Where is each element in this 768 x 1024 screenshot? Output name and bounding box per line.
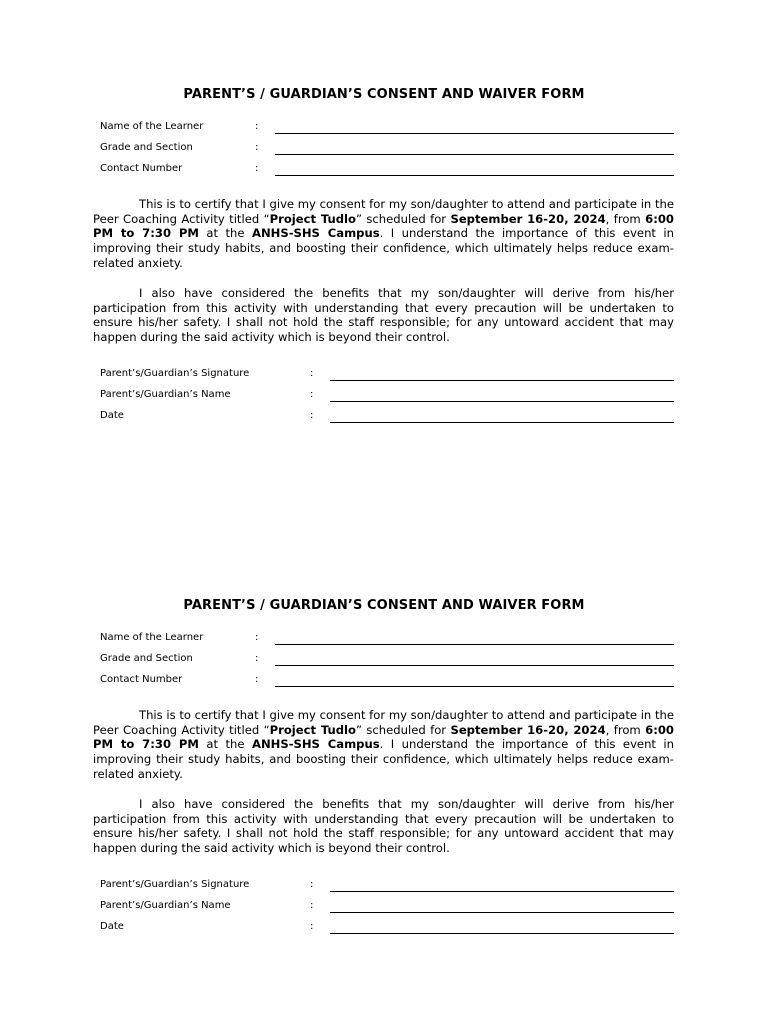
- parent-name-field: [100, 389, 674, 403]
- parent-signature-input-line[interactable]: [330, 891, 674, 892]
- field-colon: :: [310, 921, 314, 932]
- field-label: Name of the Learner: [100, 632, 204, 643]
- field-label: Contact Number: [100, 674, 183, 685]
- form-title: PARENT’S / GUARDIAN’S CONSENT AND WAIVER FORM: [183, 87, 585, 102]
- activity-dates: September 16-20, 2024: [450, 211, 606, 226]
- field-label: Date: [100, 921, 124, 932]
- activity-name: Project Tudlo: [269, 722, 356, 737]
- text-span: . I understand the importance of this event in improving their study habits, and boosting their confidence, which ultimately helps reduce exam-related anxiety.: [93, 226, 674, 270]
- waiver-paragraph: I also have considered the benefits that my son/daughter will derive from his/her participation from this activity with understanding that every precaution will be undertaken to ensure his/her safety. I shall not hold the staff responsible; for any untoward accident that may happen during the said activity which is beyond their control.: [93, 797, 674, 856]
- date-input-line[interactable]: [330, 422, 674, 423]
- text-span: This is to certify that I give my consent for my son/daughter to attend and participate in the Peer Coaching Activity titled “: [93, 197, 674, 226]
- contact-number-field: [100, 163, 674, 177]
- text-span: at the: [198, 737, 252, 752]
- text-span: . I understand the importance of this event in improving their study habits, and boosting their confidence, which ultimately helps reduce exam-related anxiety.: [93, 737, 674, 781]
- parent-signature-field: [100, 879, 674, 893]
- contact-number-field: [100, 674, 674, 688]
- learner-name-field: [100, 632, 674, 646]
- field-label: Date: [100, 410, 124, 421]
- parent-name-input-line[interactable]: [330, 401, 674, 402]
- field-label: Parent’s/Guardian’s Signature: [100, 879, 250, 890]
- text-span: ” scheduled for: [355, 211, 451, 226]
- text-span: , from: [605, 211, 646, 226]
- activity-venue: ANHS-SHS Campus: [251, 226, 380, 241]
- field-label: Name of the Learner: [100, 121, 204, 132]
- activity-time: 6:00 PM to 7:30 PM: [93, 211, 674, 241]
- contact-number-input-line[interactable]: [275, 686, 674, 687]
- activity-venue: ANHS-SHS Campus: [251, 737, 380, 752]
- date-field: [100, 410, 674, 424]
- grade-section-field: [100, 142, 674, 156]
- field-colon: :: [310, 368, 314, 379]
- consent-paragraph: [93, 197, 674, 271]
- field-label: Grade and Section: [100, 653, 193, 664]
- parent-name-field: [100, 900, 674, 914]
- grade-section-input-line[interactable]: [275, 665, 674, 666]
- contact-number-input-line[interactable]: [275, 175, 674, 176]
- field-colon: :: [310, 900, 314, 911]
- learner-name-field: [100, 121, 674, 135]
- field-colon: :: [310, 389, 314, 400]
- grade-section-field: [100, 653, 674, 667]
- field-label: Grade and Section: [100, 142, 193, 153]
- text-span: , from: [605, 722, 646, 737]
- field-colon: :: [255, 121, 259, 132]
- text-span: at the: [198, 226, 252, 241]
- field-colon: :: [255, 142, 259, 153]
- consent-paragraph: [93, 708, 674, 782]
- text-span: This is to certify that I give my consent for my son/daughter to attend and participate in the Peer Coaching Activity titled “: [93, 708, 674, 737]
- parent-signature-input-line[interactable]: [330, 380, 674, 381]
- parent-name-input-line[interactable]: [330, 912, 674, 913]
- parent-signature-field: [100, 368, 674, 382]
- field-colon: :: [310, 410, 314, 421]
- learner-name-input-line[interactable]: [275, 644, 674, 645]
- text-span: ” scheduled for: [355, 722, 451, 737]
- activity-time: 6:00 PM to 7:30 PM: [93, 722, 674, 752]
- field-colon: :: [310, 879, 314, 890]
- field-colon: :: [255, 653, 259, 664]
- activity-dates: September 16-20, 2024: [450, 722, 606, 737]
- field-label: Parent’s/Guardian’s Name: [100, 389, 231, 400]
- activity-name: Project Tudlo: [269, 211, 356, 226]
- field-colon: :: [255, 674, 259, 685]
- waiver-paragraph: I also have considered the benefits that my son/daughter will derive from his/her participation from this activity with understanding that every precaution will be undertaken to ensure his/her safety. I shall not hold the staff responsible; for any untoward accident that may happen during the said activity which is beyond their control.: [93, 286, 674, 345]
- date-field: [100, 921, 674, 935]
- learner-name-input-line[interactable]: [275, 133, 674, 134]
- field-label: Parent’s/Guardian’s Name: [100, 900, 231, 911]
- field-colon: :: [255, 632, 259, 643]
- date-input-line[interactable]: [330, 933, 674, 934]
- grade-section-input-line[interactable]: [275, 154, 674, 155]
- field-colon: :: [255, 163, 259, 174]
- form-title: PARENT’S / GUARDIAN’S CONSENT AND WAIVER FORM: [183, 598, 585, 613]
- field-label: Parent’s/Guardian’s Signature: [100, 368, 250, 379]
- field-label: Contact Number: [100, 163, 183, 174]
